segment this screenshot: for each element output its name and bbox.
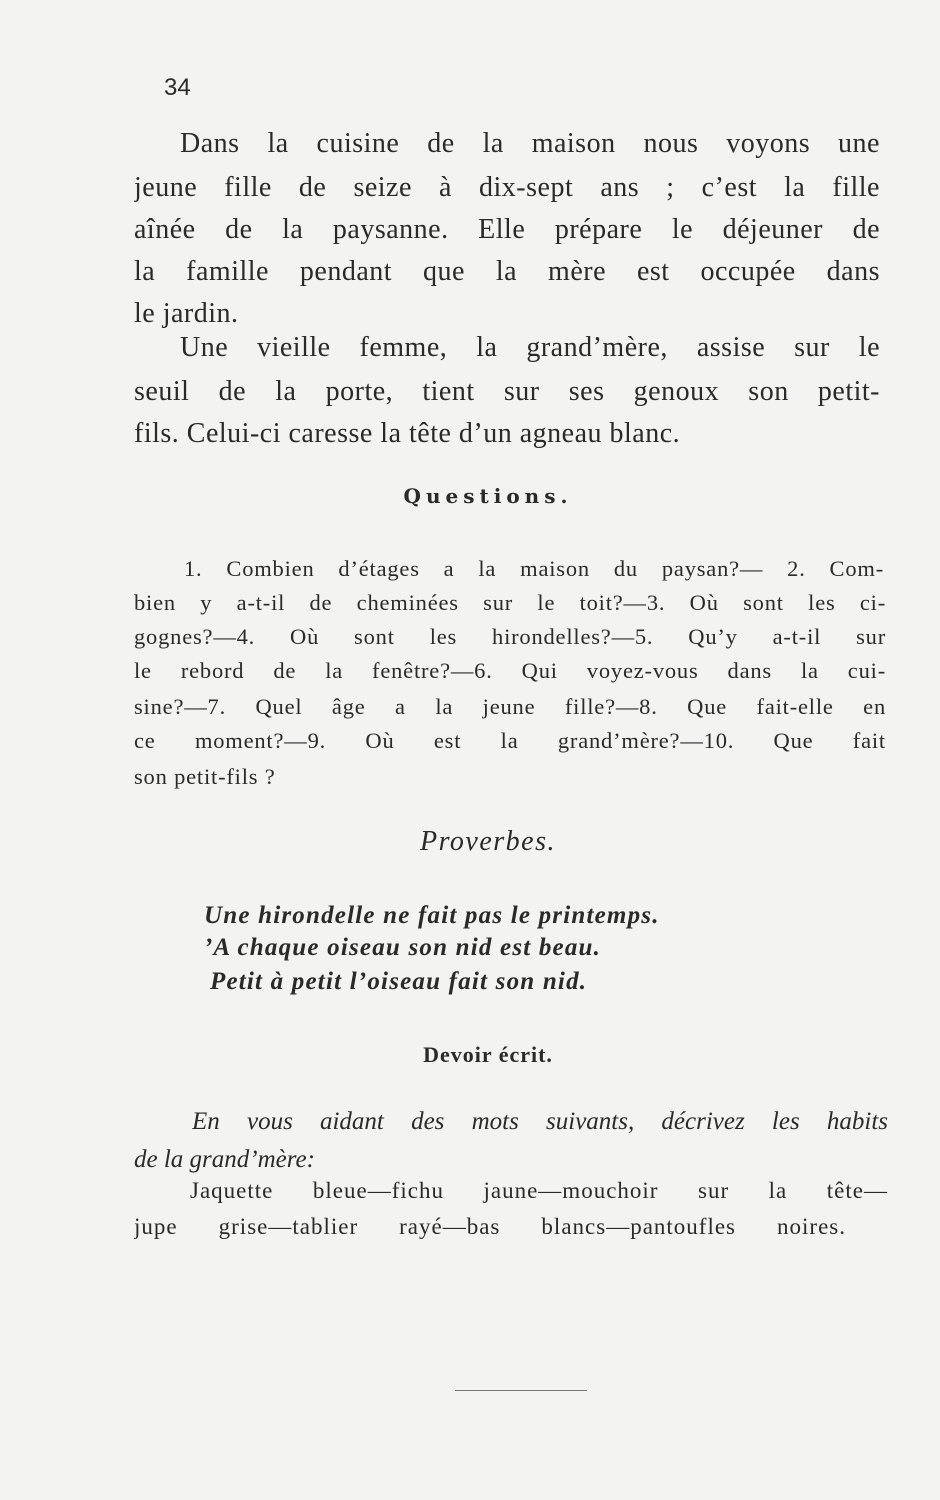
questions-heading: Questions. — [403, 484, 573, 508]
devoir-intro-line: En vous aidant des mots suivants, décrivez les habits — [192, 1108, 888, 1135]
devoir-words-line: Jaquette bleue—fichu jaune—mouchoir sur la tête— — [190, 1178, 888, 1203]
devoir-heading: Devoir écrit. — [423, 1042, 553, 1067]
question-line: son petit-fils ? — [134, 764, 276, 789]
question-line: bien y a-t-il de cheminées sur le toit?—3. Où sont les ci- — [134, 590, 886, 615]
page-number: 34 — [164, 74, 191, 101]
devoir-words-line: jupe grise—tablier rayé—bas blancs—pantoufles noires. — [134, 1214, 846, 1239]
proverb-line: ’A chaque oiseau son nid est beau. — [204, 934, 602, 961]
paragraph-line: le jardin. — [134, 298, 239, 329]
paragraph-line: la famille pendant que la mère est occupée dans — [134, 256, 880, 287]
proverb-line: Petit à petit l’oiseau fait son nid. — [210, 968, 588, 995]
question-line: le rebord de la fenêtre?—6. Qui voyez-vous dans la cui- — [134, 658, 886, 683]
end-rule — [455, 1390, 587, 1391]
paragraph-line: seuil de la porte, tient sur ses genoux son petit- — [134, 376, 880, 407]
paragraph-line: fils. Celui-ci caresse la tête d’un agneau blanc. — [134, 418, 681, 449]
proverbes-heading: Proverbes. — [419, 826, 557, 857]
proverb-line: Une hirondelle ne fait pas le printemps. — [204, 902, 660, 929]
paragraph-line: Une vieille femme, la grand’mère, assise sur le — [180, 332, 880, 363]
question-line: ce moment?—9. Où est la grand’mère?—10. Que fait — [134, 728, 886, 753]
paragraph-line: Dans la cuisine de la maison nous voyons une — [180, 128, 880, 159]
paragraph-line: aînée de la paysanne. Elle prépare le déjeuner de — [134, 214, 880, 245]
question-line: 1. Combien d’étages a la maison du paysan?— 2. Com- — [184, 556, 884, 581]
question-line: gognes?—4. Où sont les hirondelles?—5. Qu’y a-t-il sur — [134, 624, 886, 649]
question-line: sine?—7. Quel âge a la jeune fille?—8. Que fait-elle en — [134, 694, 886, 719]
devoir-intro-line: de la grand’mère: — [134, 1146, 315, 1173]
paragraph-line: jeune fille de seize à dix-sept ans ; c’est la fille — [134, 172, 880, 203]
